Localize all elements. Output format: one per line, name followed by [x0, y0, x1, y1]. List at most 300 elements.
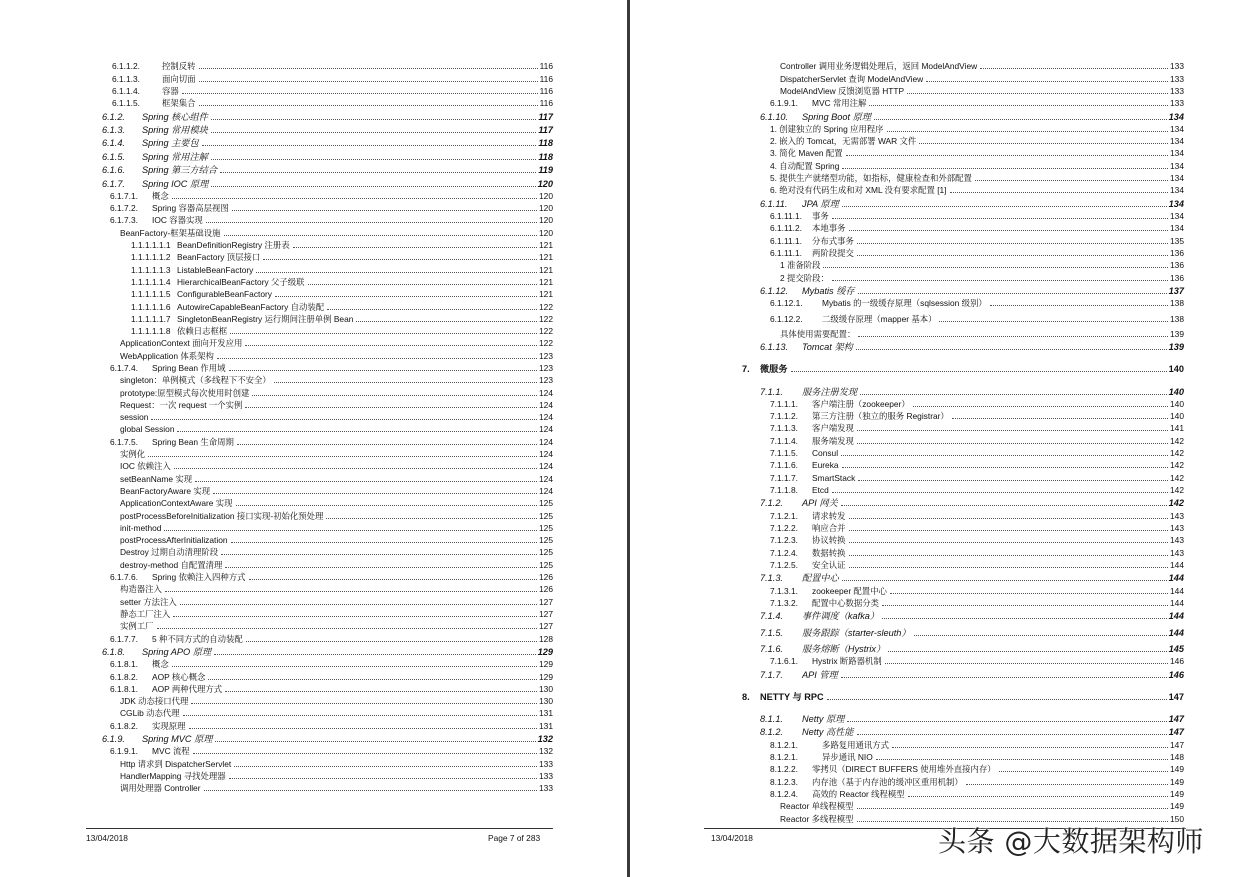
toc-entry-number: 8.1.2.1.: [770, 739, 798, 750]
toc-entry-page: 134: [1170, 148, 1184, 159]
toc-entry-title: setBeanName 实现: [120, 473, 193, 484]
toc-entry[interactable]: [724, 762, 1184, 774]
toc-entry-title: 1 准备阶段: [780, 260, 821, 271]
toc-entry-page: 136: [1170, 247, 1184, 258]
toc-entry[interactable]: [724, 787, 1184, 799]
toc-entry[interactable]: [724, 624, 1184, 637]
toc-entry-title: HierarchicalBeanFactory 父子级联: [177, 276, 305, 287]
toc-entry-number: 7.1.5.: [760, 627, 783, 638]
toc-entry[interactable]: [724, 666, 1184, 679]
toc-entry-title: 5. 提供生产就绪型功能，如指标，健康检查和外部配置: [770, 173, 972, 184]
toc-entry-page: 125: [539, 522, 553, 533]
toc-entry-title: DispatcherServlet 查询 ModelAndView: [780, 73, 924, 84]
toc-leader-dots: [199, 81, 538, 82]
toc-entry[interactable]: [90, 447, 553, 459]
toc-entry[interactable]: [724, 311, 1184, 323]
toc-entry-title: 事务: [812, 211, 829, 222]
toc-entry-page: 138: [1170, 298, 1184, 309]
toc-entry-page: 123: [539, 375, 553, 386]
toc-entry-page: 142: [1170, 472, 1184, 483]
toc-entry[interactable]: [90, 496, 553, 508]
toc-entry[interactable]: [90, 287, 553, 299]
toc-entry[interactable]: [90, 71, 553, 83]
toc-entry-number: 6.1.7.4.: [110, 362, 138, 373]
watermark: 头条 @大数据架构师: [938, 825, 1204, 858]
toc-entry-page: 118: [538, 138, 553, 149]
toc-entry[interactable]: [90, 410, 553, 422]
toc-leader-dots: [842, 206, 1167, 207]
toc-leader-dots: [842, 580, 1167, 581]
toc-entry[interactable]: [90, 299, 553, 311]
toc-entry[interactable]: [724, 409, 1184, 421]
toc-entry[interactable]: [724, 96, 1184, 108]
toc-entry[interactable]: [90, 312, 553, 324]
toc-leader-dots: [256, 272, 537, 273]
toc-entry-number: 7.1.2.: [760, 498, 783, 509]
toc-entry[interactable]: [90, 557, 553, 569]
toc-entry[interactable]: [90, 619, 553, 631]
toc-entry-number: 8.1.2.2.: [770, 764, 798, 775]
toc-entry-title: CGLib 动态代理: [120, 708, 180, 719]
toc-entry[interactable]: [724, 421, 1184, 433]
toc-entry-page: 145: [1168, 644, 1184, 654]
toc-entry[interactable]: [90, 422, 553, 434]
toc-entry[interactable]: [724, 641, 1184, 654]
toc-leader-dots: [858, 336, 1168, 337]
toc-entry[interactable]: [724, 270, 1184, 282]
footer-page-number: Page 7 of 283: [488, 833, 541, 843]
toc-entry-title: 服务跟踪（starter-sleuth）: [802, 627, 911, 638]
toc-entry[interactable]: [724, 799, 1184, 811]
toc-entry[interactable]: [724, 433, 1184, 445]
toc-entry[interactable]: [724, 171, 1184, 183]
toc-entry[interactable]: [90, 135, 553, 148]
toc-leader-dots: [939, 321, 1168, 322]
toc-leader-dots: [230, 333, 537, 334]
toc-entry[interactable]: [90, 385, 553, 397]
toc-entry[interactable]: [90, 148, 553, 161]
toc-entry[interactable]: [90, 373, 553, 385]
toc-entry-number: 7.1.2.3.: [770, 535, 798, 546]
toc-entry-number: 6.1.7.2.: [110, 203, 138, 214]
toc-entry-page: 136: [1170, 260, 1184, 271]
toc-entry[interactable]: [724, 446, 1184, 458]
toc-entry-page: 129: [537, 646, 553, 657]
toc-entry-page: 144: [1168, 573, 1184, 584]
toc-leader-dots: [234, 766, 537, 767]
toc-leader-dots: [308, 284, 537, 285]
toc-entry-title: 容器: [162, 85, 179, 96]
toc-leader-dots: [195, 481, 537, 482]
toc-entry-page: 130: [539, 696, 553, 707]
toc-entry[interactable]: [90, 694, 553, 706]
toc-entry-number: 6.1.7.6.: [110, 572, 138, 583]
toc-leader-dots: [182, 93, 538, 94]
toc-entry-page: 120: [539, 215, 553, 226]
toc-leader-dots: [849, 567, 1169, 568]
toc-entry[interactable]: [724, 59, 1184, 71]
toc-entry[interactable]: [724, 654, 1184, 666]
toc-entry-number: 1.1.1.1.1.3: [131, 264, 171, 275]
toc-entry[interactable]: [724, 361, 1184, 374]
toc-entry[interactable]: [724, 608, 1184, 621]
toc-entry-page: 140: [1168, 364, 1184, 375]
toc-leader-dots: [220, 172, 536, 173]
toc-entry-page: 123: [539, 362, 553, 373]
toc-entry-page: 132: [537, 734, 553, 745]
toc-entry[interactable]: [724, 596, 1184, 608]
toc-entry[interactable]: [724, 458, 1184, 470]
toc-entry-title: 5 种不同方式的自动装配: [152, 633, 243, 644]
toc-leader-dots: [177, 431, 537, 432]
toc-entry[interactable]: [724, 258, 1184, 270]
toc-entry-number: 6.1.11.1.: [770, 247, 802, 258]
toc-entry-title: SmartStack: [812, 472, 856, 483]
toc-entry[interactable]: [724, 146, 1184, 158]
toc-entry-title: 微服务: [760, 364, 788, 375]
toc-entry[interactable]: [90, 225, 553, 237]
toc-entry-page: 131: [539, 708, 553, 719]
toc-entry-page: 135: [1170, 235, 1184, 246]
toc-entry-title: 内存池（基于内存池的缓冲区重用机制）: [812, 776, 963, 787]
toc-leader-dots: [856, 349, 1167, 350]
toc-entry-number: 6.1.6.: [102, 165, 125, 176]
toc-entry-title: 构造器注入: [120, 584, 162, 595]
toc-entry-title: Destroy 过期自动清理阶段: [120, 547, 219, 558]
toc-entry[interactable]: [90, 631, 553, 643]
toc-entry-number: 7.1.1.7.: [770, 472, 798, 483]
toc-entry-page: 127: [539, 621, 553, 632]
toc-entry-title: Spring 容器高层视图: [152, 203, 229, 214]
toc-entry-page: 125: [539, 498, 553, 509]
toc-entry[interactable]: [724, 296, 1184, 308]
toc-entry-number: 7.1.1.: [760, 386, 783, 397]
toc-entry[interactable]: [724, 774, 1184, 786]
toc-leader-dots: [249, 579, 537, 580]
toc-entry[interactable]: [90, 324, 553, 336]
toc-entry-title: 概念: [152, 190, 169, 201]
toc-leader-dots: [225, 567, 537, 568]
toc-entry-title: MVC 常用注解: [812, 98, 867, 109]
toc-leader-dots: [214, 654, 536, 655]
toc-leader-dots: [823, 267, 1168, 268]
toc-entry-title: 概念: [152, 659, 169, 670]
toc-entry[interactable]: [90, 781, 553, 793]
toc-entry[interactable]: [724, 134, 1184, 146]
toc-entry-title: Etcd: [812, 484, 829, 495]
toc-leader-dots: [237, 444, 537, 445]
toc-entry[interactable]: [90, 59, 553, 71]
toc-entry[interactable]: [724, 689, 1184, 702]
toc-entry[interactable]: [90, 607, 553, 619]
toc-right: [724, 59, 1184, 824]
toc-entry-page: 127: [539, 608, 553, 619]
toc-entry[interactable]: [90, 189, 553, 201]
toc-entry-title: JDK 动态接口代理: [120, 696, 189, 707]
toc-entry-title: MVC 流程: [152, 746, 190, 757]
toc-entry-title: 服务注册发现: [802, 386, 858, 397]
toc-entry[interactable]: [724, 508, 1184, 520]
toc-entry-page: 142: [1170, 460, 1184, 471]
toc-entry-title: 控制反转: [162, 61, 196, 72]
toc-entry-page: 118: [538, 151, 553, 162]
toc-entry[interactable]: [90, 250, 553, 262]
toc-entry[interactable]: [90, 108, 553, 121]
toc-entry[interactable]: [724, 327, 1184, 339]
toc-entry[interactable]: [90, 582, 553, 594]
toc-entry-title: 两阶段提交: [812, 247, 854, 258]
toc-entry-page: 121: [539, 252, 553, 263]
toc-entry[interactable]: [724, 750, 1184, 762]
toc-entry[interactable]: [724, 246, 1184, 258]
toc-entry[interactable]: [90, 336, 553, 348]
toc-entry[interactable]: [724, 558, 1184, 570]
toc-entry[interactable]: [724, 158, 1184, 170]
toc-leader-dots: [913, 406, 1168, 407]
toc-entry[interactable]: [90, 459, 553, 471]
toc-entry[interactable]: [90, 162, 553, 175]
toc-entry-page: 117: [538, 124, 553, 135]
toc-entry[interactable]: [90, 769, 553, 781]
toc-entry[interactable]: [724, 209, 1184, 221]
toc-entry[interactable]: [90, 471, 553, 483]
toc-leader-dots: [236, 505, 538, 506]
toc-entry-number: 6.1.11.: [760, 198, 788, 209]
toc-leader-dots: [180, 604, 537, 605]
toc-entry[interactable]: [724, 724, 1184, 737]
toc-entry[interactable]: [724, 495, 1184, 508]
toc-entry[interactable]: [90, 744, 553, 756]
toc-entry[interactable]: [90, 594, 553, 606]
toc-entry-page: 121: [539, 289, 553, 300]
toc-entry-title: Http 请求到 DispatcherServlet: [120, 758, 232, 769]
toc-leader-dots: [888, 651, 1166, 652]
toc-entry-page: 138: [1170, 313, 1184, 324]
toc-entry[interactable]: [90, 682, 553, 694]
toc-entry-number: 6.1.1.4.: [112, 85, 140, 96]
toc-entry-number: 7.1.7.: [760, 669, 783, 680]
toc-leader-dots: [151, 419, 537, 420]
toc-entry[interactable]: [724, 583, 1184, 595]
toc-entry-page: 129: [539, 659, 553, 670]
toc-entry-title: session: [120, 412, 149, 423]
toc-entry-page: 121: [539, 264, 553, 275]
toc-entry-title: BeanFactory-框架基础设施: [120, 227, 221, 238]
toc-entry-title: ApplicationContext 面向开发应用: [120, 338, 243, 349]
toc-entry[interactable]: [90, 348, 553, 360]
toc-entry-number: 6.1.7.1.: [110, 190, 138, 201]
toc-entry[interactable]: [90, 96, 553, 108]
toc-entry[interactable]: [724, 108, 1184, 121]
toc-entry-page: 120: [539, 190, 553, 201]
toc-entry-title: API 网关: [802, 498, 838, 509]
toc-entry-page: 134: [1170, 160, 1184, 171]
toc-entry[interactable]: [90, 718, 553, 730]
toc-entry-page: 134: [1168, 111, 1184, 122]
toc-entry-number: 6.1.8.1.: [110, 659, 138, 670]
toc-entry-title: Spring Bean 生命周期: [152, 436, 234, 447]
toc-leader-dots: [252, 395, 537, 396]
toc-leader-dots: [919, 143, 1168, 144]
toc-entry[interactable]: [90, 238, 553, 250]
toc-entry-page: 134: [1170, 223, 1184, 234]
toc-entry[interactable]: [90, 756, 553, 768]
toc-entry-title: Controller 调用业务逻辑处理后，返回 ModelAndView: [780, 61, 978, 72]
toc-entry-title: postProcessAfterInitialization: [120, 535, 228, 546]
toc-entry-page: 121: [539, 276, 553, 287]
toc-entry[interactable]: [724, 84, 1184, 96]
toc-entry-title: zookeeper 配置中心: [812, 585, 887, 596]
toc-entry-page: 147: [1168, 714, 1184, 725]
toc-entry[interactable]: [724, 183, 1184, 195]
toc-entry[interactable]: [90, 84, 553, 96]
toc-entry-number: 6.1.7.3.: [110, 215, 138, 226]
toc-leader-dots: [174, 468, 537, 469]
toc-entry[interactable]: [724, 711, 1184, 724]
toc-entry[interactable]: [724, 483, 1184, 495]
toc-entry[interactable]: [724, 339, 1184, 352]
toc-entry-title: init-method: [120, 522, 162, 533]
toc-entry-title: 零拷贝（DIRECT BUFFERS 使用堆外直接内存）: [812, 764, 996, 775]
toc-entry[interactable]: [724, 233, 1184, 245]
toc-entry[interactable]: [90, 201, 553, 213]
toc-leader-dots: [165, 591, 537, 592]
toc-entry[interactable]: [90, 398, 553, 410]
toc-entry[interactable]: [90, 275, 553, 287]
toc-entry[interactable]: [90, 644, 553, 657]
toc-leader-dots: [232, 210, 537, 211]
toc-entry-title: Reactor 单线程模型: [780, 801, 854, 812]
toc-entry-page: 139: [1170, 328, 1184, 339]
toc-leader-dots: [173, 616, 537, 617]
toc-leader-dots: [858, 293, 1167, 294]
toc-entry[interactable]: [90, 213, 553, 225]
toc-entry-number: 6.1.13.: [760, 342, 789, 353]
toc-entry-page: 124: [539, 399, 553, 410]
toc-leader-dots: [857, 243, 1168, 244]
toc-entry-title: Mybatis 的一级缓存原理（sqlsession 级别）: [822, 298, 987, 309]
toc-entry-page: 125: [539, 535, 553, 546]
toc-entry[interactable]: [90, 533, 553, 545]
right-page: [632, 0, 1253, 877]
toc-entry-page: 133: [1170, 73, 1184, 84]
toc-entry[interactable]: [724, 533, 1184, 545]
toc-leader-dots: [204, 790, 538, 791]
toc-entry-page: 116: [539, 85, 553, 96]
toc-leader-dots: [869, 105, 1168, 106]
toc-entry-page: 144: [1170, 585, 1184, 596]
toc-entry[interactable]: [724, 71, 1184, 83]
toc-entry-title: Reactor 多线程模型: [780, 813, 854, 824]
toc-entry[interactable]: [724, 545, 1184, 557]
toc-entry[interactable]: [724, 195, 1184, 208]
toc-entry-page: 144: [1168, 627, 1184, 638]
toc-entry-page: 129: [539, 671, 553, 682]
toc-entry[interactable]: [90, 262, 553, 274]
toc-entry-page: 122: [539, 338, 553, 349]
toc-entry[interactable]: [90, 521, 553, 533]
toc-entry[interactable]: [90, 545, 553, 557]
toc-left: [90, 59, 553, 793]
toc-leader-dots: [191, 703, 537, 704]
toc-entry[interactable]: [724, 383, 1184, 396]
toc-entry-title: singleton：单例模式（多线程下不安全）: [120, 375, 271, 386]
toc-entry-page: 149: [1170, 764, 1184, 775]
toc-entry[interactable]: [90, 361, 553, 373]
toc-entry[interactable]: [90, 731, 553, 744]
toc-entry-title: 3. 简化 Maven 配置: [770, 148, 843, 159]
toc-entry[interactable]: [724, 397, 1184, 409]
toc-entry-number: 6.1.1.5.: [112, 98, 140, 109]
toc-entry-page: 143: [1170, 547, 1184, 558]
toc-entry[interactable]: [724, 221, 1184, 233]
toc-entry-number: 7.1.2.1.: [770, 510, 798, 521]
toc-entry-title: global Session: [120, 424, 175, 435]
toc-entry[interactable]: [90, 484, 553, 496]
toc-entry[interactable]: [724, 122, 1184, 134]
toc-entry-number: 7.1.2.5.: [770, 559, 798, 570]
toc-entry-page: 122: [539, 313, 553, 324]
toc-entry-page: 125: [539, 547, 553, 558]
toc-leader-dots: [857, 734, 1167, 735]
toc-leader-dots: [980, 68, 1168, 69]
toc-entry-number: 6.1.9.1.: [770, 98, 798, 109]
toc-entry-page: 130: [539, 683, 553, 694]
toc-entry[interactable]: [90, 570, 553, 582]
toc-entry[interactable]: [724, 570, 1184, 583]
toc-entry[interactable]: [90, 434, 553, 446]
toc-entry-page: 133: [1170, 85, 1184, 96]
toc-entry[interactable]: [724, 470, 1184, 482]
toc-entry[interactable]: [724, 521, 1184, 533]
toc-entry-title: AOP 两种代理方式: [152, 683, 223, 694]
toc-entry-title: ConfigurableBeanFactory: [177, 289, 272, 300]
toc-entry[interactable]: [90, 122, 553, 135]
toc-entry-title: HandlerMapping 寻找处理器: [120, 770, 226, 781]
toc-entry-number: 6.1.7.5.: [110, 436, 138, 447]
toc-entry[interactable]: [90, 706, 553, 718]
toc-leader-dots: [841, 677, 1167, 678]
toc-entry-title: 4. 自动配置 Spring: [770, 160, 840, 171]
toc-entry[interactable]: [90, 669, 553, 681]
toc-entry-title: 事件调度（kafka）: [802, 611, 880, 622]
toc-entry-title: Request：一次 request 一个实例: [120, 399, 243, 410]
toc-entry-number: 6.1.9.1.: [110, 746, 138, 757]
toc-leader-dots: [926, 81, 1168, 82]
toc-entry-number: 6.1.8.1.: [110, 683, 138, 694]
toc-leader-dots: [172, 666, 537, 667]
toc-entry-title: 实例化: [120, 449, 146, 460]
toc-entry-page: 125: [539, 559, 553, 570]
toc-entry[interactable]: [724, 283, 1184, 296]
toc-entry[interactable]: [90, 508, 553, 520]
toc-entry-page: 125: [539, 510, 553, 521]
toc-leader-dots: [857, 430, 1168, 431]
toc-entry[interactable]: [90, 657, 553, 669]
toc-entry-page: 133: [539, 783, 553, 794]
toc-leader-dots: [849, 230, 1169, 231]
toc-entry-title: AOP 核心概念: [152, 671, 206, 682]
toc-entry-title: 具体使用需要配置：: [780, 328, 856, 339]
toc-entry-title: Spring 依赖注入四种方式: [152, 572, 246, 583]
toc-entry-title: Spring Boot 原理: [802, 111, 871, 122]
toc-entry-page: 132: [539, 746, 553, 757]
toc-leader-dots: [857, 255, 1168, 256]
toc-entry-title: Spring MVC 原理: [142, 734, 213, 745]
toc-entry[interactable]: [724, 737, 1184, 749]
toc-entry-title: 实例工厂: [120, 621, 154, 632]
toc-entry[interactable]: [90, 175, 553, 188]
